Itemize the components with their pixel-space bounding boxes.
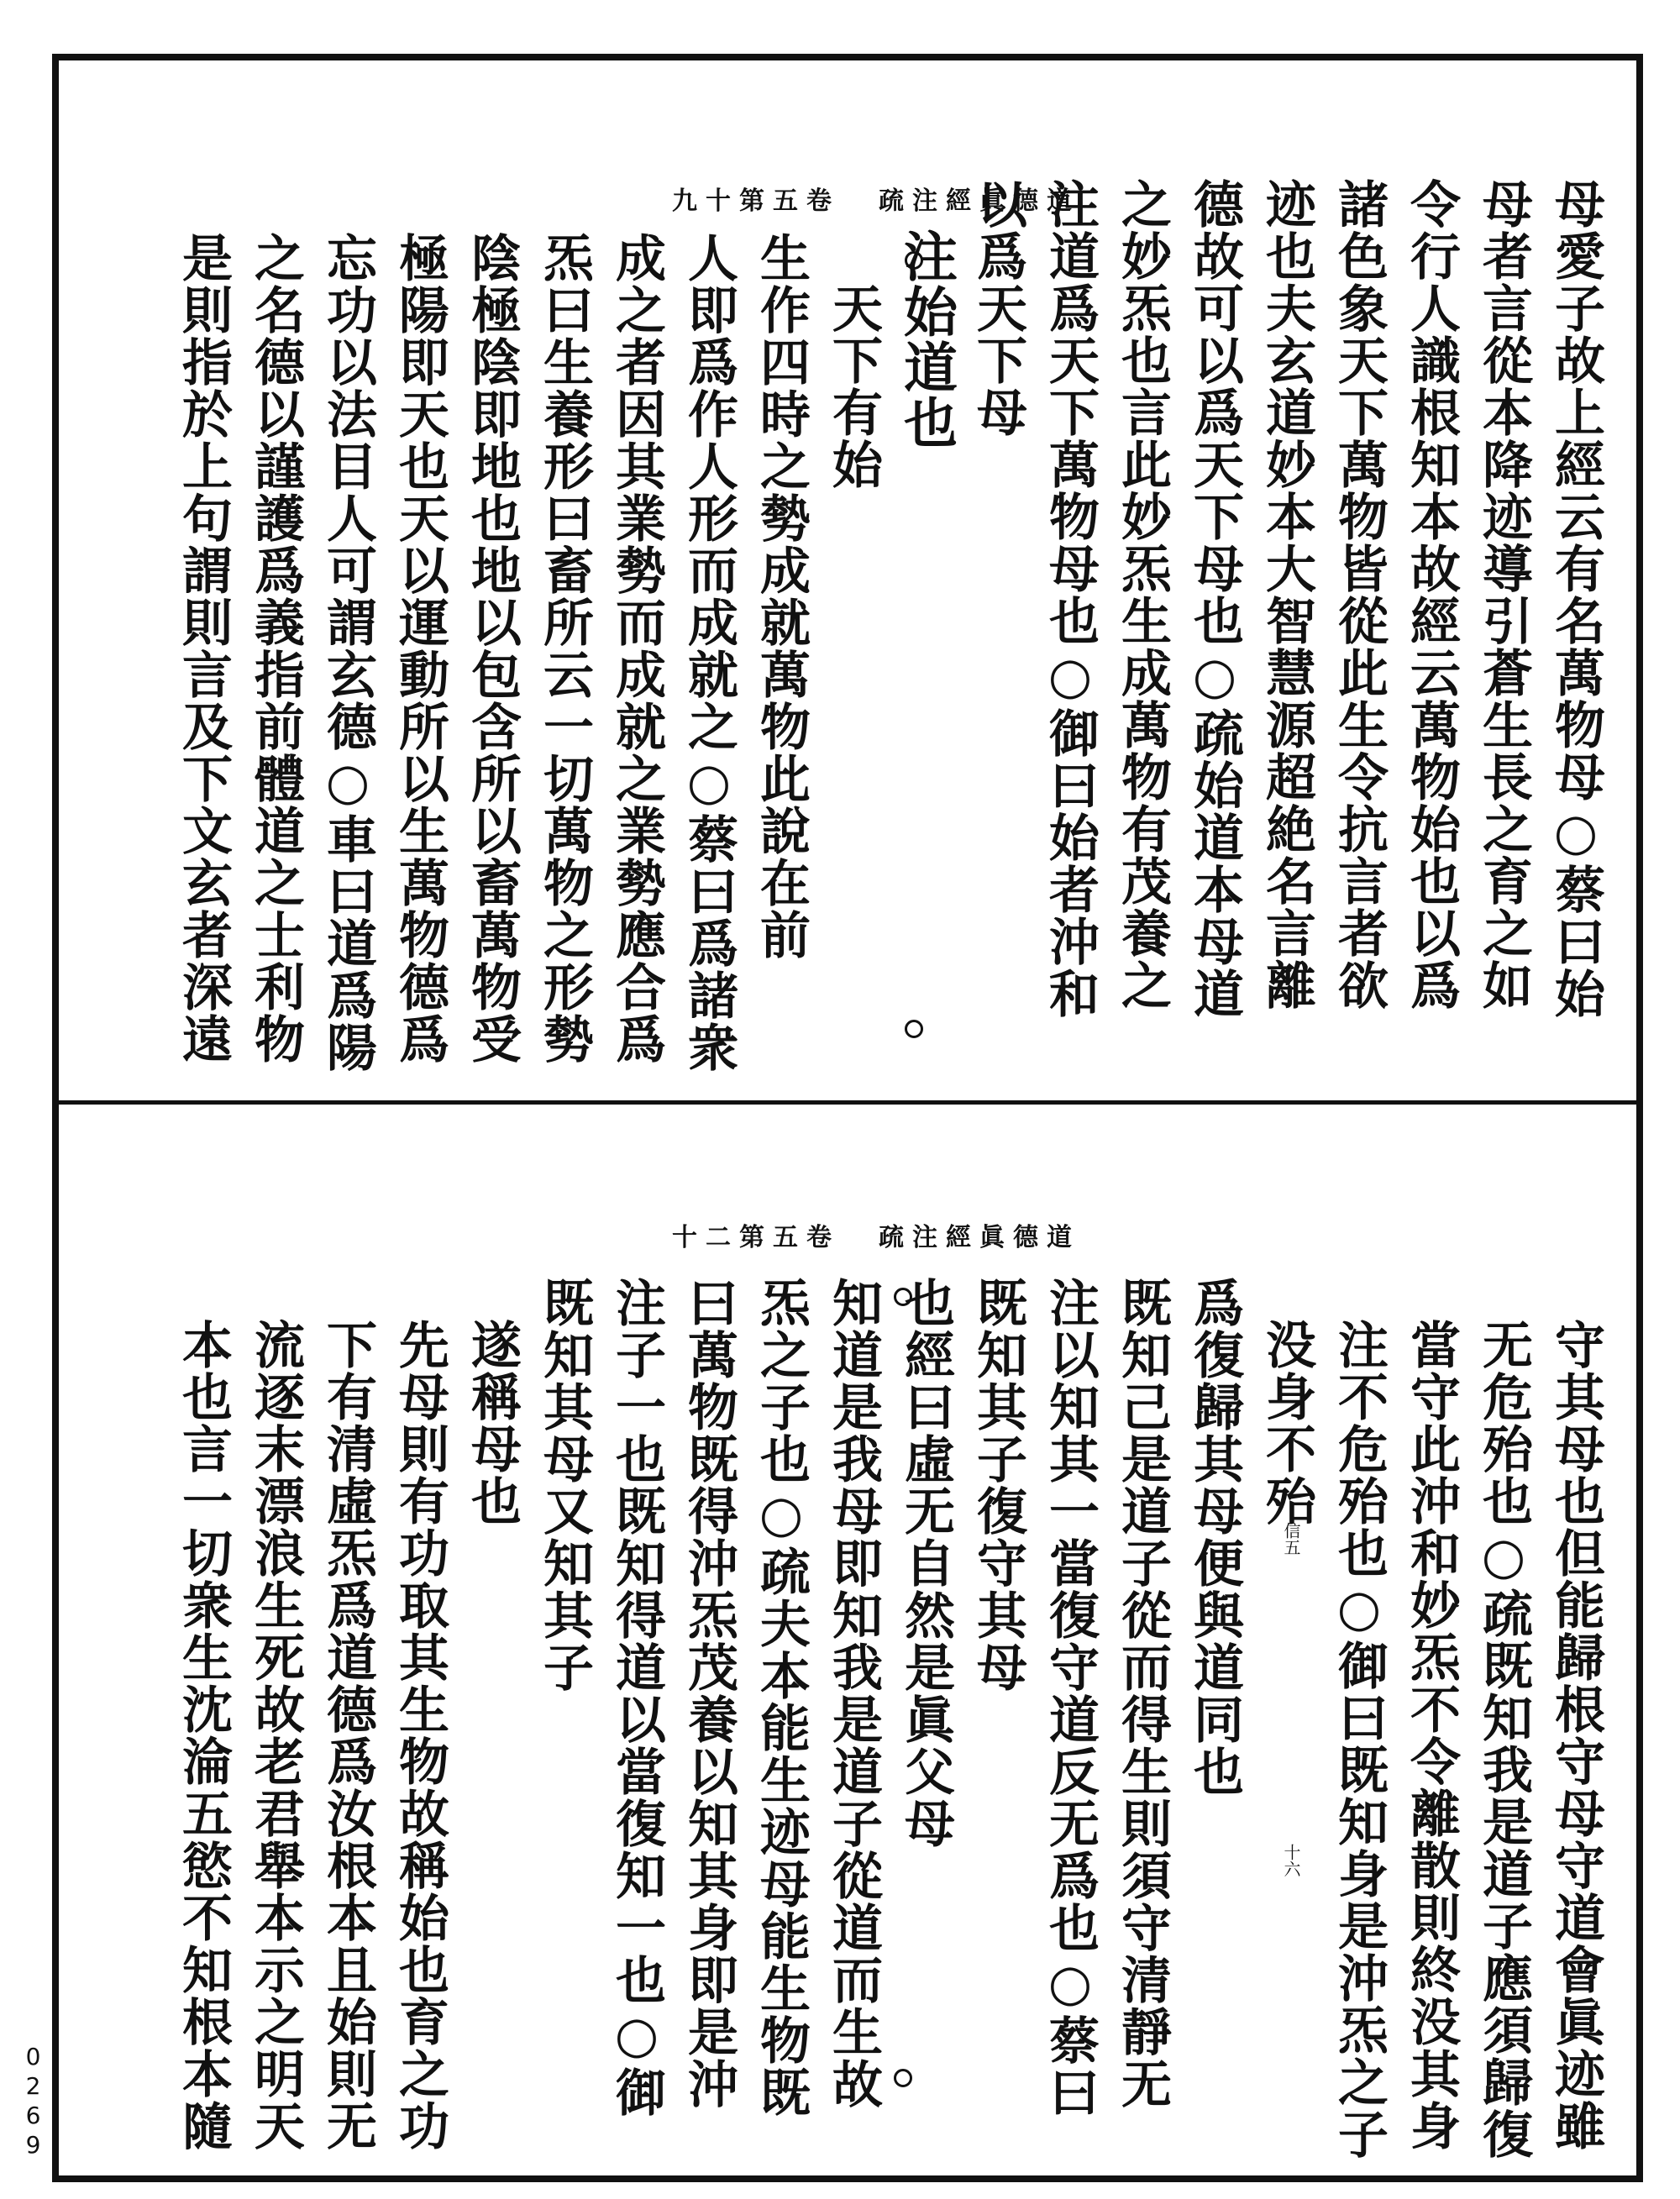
text-column: 以爲天下母: [969, 178, 1027, 438]
text-column: 也經曰虛无自然是眞父母: [896, 1277, 955, 1850]
top-header-left: 九十第五卷: [672, 186, 840, 216]
text-column: 下有清虛炁爲道德爲汝根本且始則无: [318, 1319, 377, 2152]
text-column: 既知其子復守其母: [969, 1277, 1027, 1693]
text-column: 流逐末漂浪生死故老君舉本示之明天: [246, 1319, 305, 2152]
text-column: 注以知其一當復守道反无爲也○蔡曰: [1041, 1277, 1100, 2118]
bottom-running-header: [672, 1216, 1080, 1253]
bottom-page: [52, 1105, 1643, 2182]
text-column: 之名德以謹護爲義指前體道之士利物: [246, 232, 305, 1065]
text-column: 知道是我母即知我是道子從道而生故: [824, 1277, 883, 2110]
text-column: 迹也夫玄道妙本大智慧源超絶名言離: [1257, 178, 1316, 1011]
text-column: 先母則有功取其生物故稱始也育之功: [391, 1319, 449, 2152]
text-column: 母者言從本降迹導引蒼生長之育之如: [1474, 178, 1533, 1011]
text-column: 曰萬物既得沖炁茂養以知其身即是沖: [680, 1277, 738, 2110]
text-column: 注不危殆也○御曰既知身是沖炁之子: [1330, 1319, 1389, 2160]
text-column: 德故可以爲天下母也○疏始道本母道: [1185, 178, 1244, 1020]
text-column: 炁曰生養形曰畜所云一切萬物之形勢: [535, 232, 594, 1065]
text-column: 天下有始: [824, 282, 883, 491]
circle-mark: [894, 2069, 912, 2087]
text-column: 爲復歸其母便與道同也: [1185, 1277, 1244, 1798]
text-column: 遂稱母也: [463, 1319, 522, 1527]
text-column: 當守此沖和妙炁不令離散則終没其身: [1402, 1319, 1461, 2152]
text-column: 陰極陰即地也地以包含所以畜萬物受: [463, 232, 522, 1065]
text-column: 既知其母又知其子: [535, 1277, 594, 1693]
text-column: 本也言一切衆生沈淪五慾不知根本隨: [174, 1319, 233, 2152]
text-column: 母愛子故上經云有名萬物母○蔡曰始: [1546, 178, 1605, 1020]
bottom-header-right: 疏注經眞德道: [879, 1223, 1080, 1252]
text-column: 没身不殆: [1257, 1319, 1316, 1527]
text-column: 是則指於上句謂則言及下文玄者深遠: [174, 232, 233, 1065]
page-number: 十六: [1281, 1844, 1301, 1877]
side-page-number: 0269: [19, 2043, 47, 2160]
block-mark: 信五: [1281, 1522, 1301, 1556]
text-column: 諸色象天下萬物皆從此生令抗言者欲: [1330, 178, 1389, 1011]
text-column: 守其母也但能歸根守母守道會眞迹雖: [1546, 1319, 1605, 2152]
text-column: 炁之子也○疏夫本能生迹母能生物既: [752, 1277, 811, 2118]
circle-mark: [905, 1020, 923, 1038]
text-column: 既知己是道子從而得生則須守清靜无: [1113, 1277, 1172, 2110]
bottom-header-left: 十二第五卷: [672, 1223, 840, 1252]
circle-mark: [894, 1288, 912, 1306]
text-column: 忘功以法目人可謂玄德○車曰道爲陽: [318, 232, 377, 1073]
text-column: 生作四時之勢成就萬物此說在前: [752, 232, 811, 961]
text-column: 令行人識根知本故經云萬物始也以爲: [1402, 178, 1461, 1011]
text-column: 成之者因其業勢而成就之業勢應合爲: [607, 232, 666, 1065]
text-column: 人即爲作人形而成就之○蔡曰爲諸衆: [680, 232, 738, 1073]
text-column: 注子一也既知得道以當復知一也○御: [607, 1277, 666, 2118]
text-column: 極陽即天也天以運動所以生萬物德爲: [391, 232, 449, 1065]
circle-mark: [905, 251, 923, 270]
text-column: 注道爲天下萬物母也○御曰始者沖和: [1041, 178, 1100, 1020]
text-column: 无危殆也○疏既知我是道子應須歸復: [1474, 1319, 1533, 2160]
top-page: [52, 54, 1643, 1100]
text-column: 之妙炁也言此妙炁生成萬物有茂養之: [1113, 178, 1172, 1011]
top-header-right: 疏注經眞德道: [879, 186, 1080, 216]
text-column: 注始道也: [895, 228, 958, 450]
